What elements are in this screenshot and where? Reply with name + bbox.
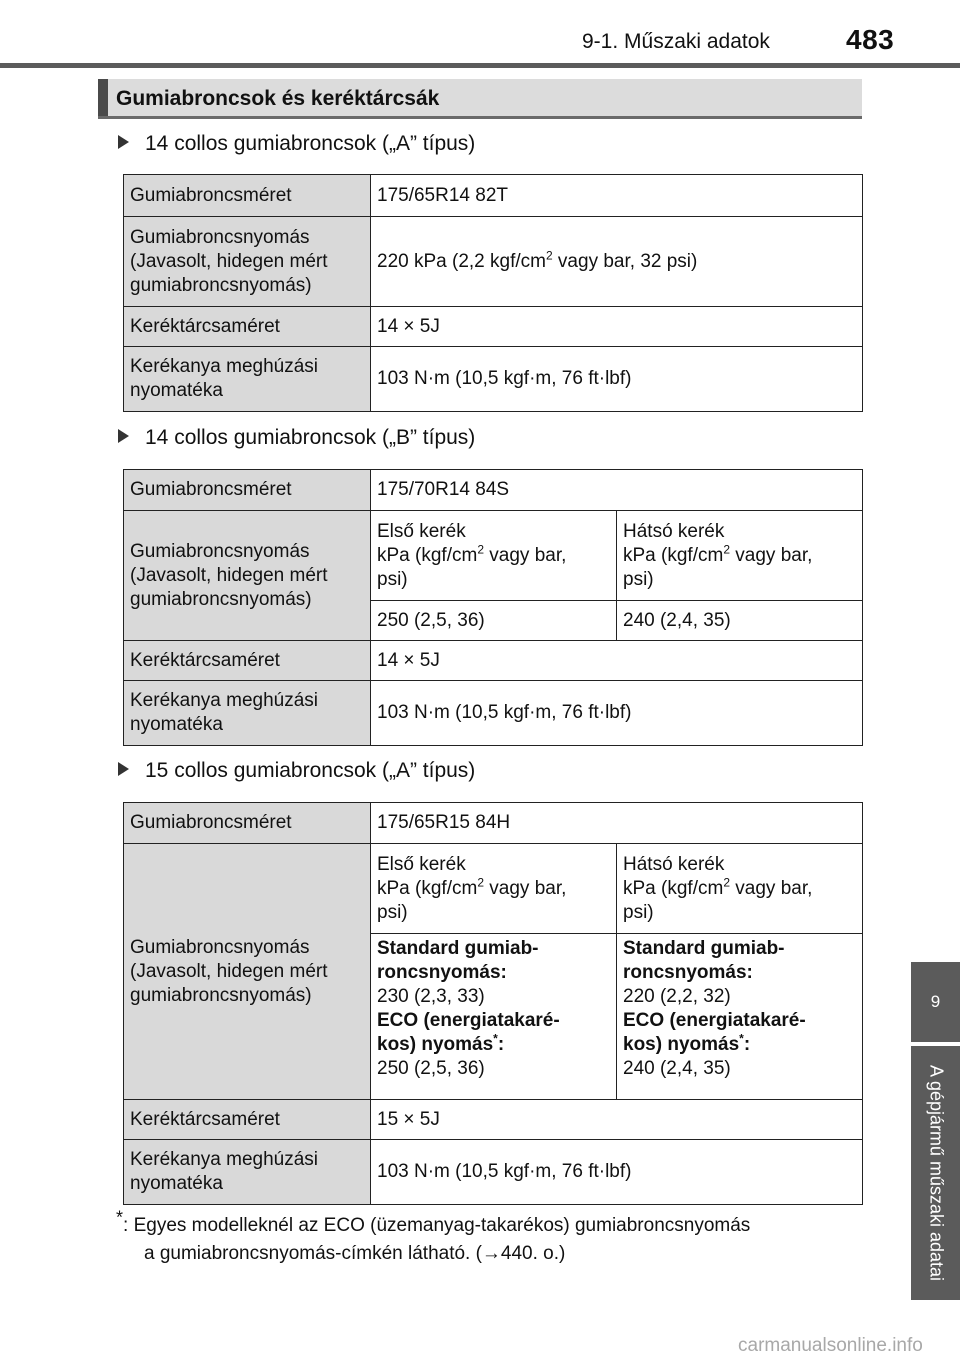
tire-size-value: 175/70R14 84S: [371, 470, 863, 511]
rear-wheel-header: Hátsó kerék kPa ($kgf/cm^2$ vagy bar, psi): [617, 844, 863, 934]
pressure-value: 220 kPa (2,2 kgf/$cm^2$ vagy bar, 32 psi): [371, 217, 863, 307]
footnote: [116, 1207, 860, 1268]
torque-label: Kerékanya meghúzási nyomatéka: [124, 1140, 371, 1205]
subheading-14b: [118, 426, 475, 450]
table-row: [124, 1140, 863, 1205]
watermark: carmanualsonline.info: [738, 1335, 923, 1356]
rim-size-label: Keréktárcsaméret: [124, 1100, 371, 1140]
table-row: [124, 307, 863, 347]
pressure-label: Gumiabroncsnyomás (Javasolt, hidegen mért gumiabroncsnyomás): [124, 217, 371, 307]
rear-pressure-value: 240 (2,4, 35): [617, 601, 863, 641]
rim-size-label: Keréktárcsaméret: [124, 641, 371, 681]
section-title: Gumiabroncsok és keréktárcsák: [116, 87, 440, 110]
tire-table-15a: [123, 802, 863, 1205]
front-pressure-value: Standard gumiab- roncsnyomás: 230 (2,3, 33) ECO (energiatakaré- kos) nyomás*: 250 (2,5, 36): [371, 934, 617, 1100]
rim-size-value: 14 × 5J: [371, 641, 863, 681]
table-row: [124, 217, 863, 307]
section-accent: [98, 79, 108, 116]
torque-value: 103 N·m (10,5 kgf·m, 76 ft·lbf): [371, 347, 863, 412]
torque-value: 103 N·m (10,5 kgf·m, 76 ft·lbf): [371, 1140, 863, 1205]
rear-wheel-header: Hátsó kerék kPa ($kgf/cm^2$ vagy bar, psi): [617, 511, 863, 601]
section-header: 9-1. Műszaki adatok: [582, 30, 770, 53]
table-row: [124, 347, 863, 412]
tire-table-14a: [123, 174, 863, 412]
footnote-star: *: [116, 1207, 124, 1228]
rear-pressure-value: Standard gumiab- roncsnyomás: 220 (2,2, 32) ECO (energiatakaré- kos) nyomás*: 240 (2,4, 35): [617, 934, 863, 1100]
table-row: [124, 511, 863, 601]
front-pressure-value: 250 (2,5, 36): [371, 601, 617, 641]
subheading-text: 15 collos gumiabroncsok („A” típus): [145, 759, 476, 782]
tire-size-label: Gumiabroncsméret: [124, 175, 371, 217]
table-row: [124, 844, 863, 934]
torque-label: Kerékanya meghúzási nyomatéka: [124, 347, 371, 412]
subheading-text: 14 collos gumiabroncsok („B” típus): [145, 426, 476, 449]
page-number: 483: [846, 24, 895, 55]
table-row: [124, 641, 863, 681]
tire-table-14b: [123, 469, 863, 746]
rim-size-value: 14 × 5J: [371, 307, 863, 347]
tire-size-label: Gumiabroncsméret: [124, 470, 371, 511]
subheading-14a: [118, 132, 475, 156]
header-rule: [0, 63, 960, 68]
pressure-label: Gumiabroncsnyomás (Javasolt, hidegen mért gumiabroncsnyomás): [124, 844, 371, 1100]
table-row: [124, 175, 863, 217]
triangle-bullet-icon: [118, 762, 129, 776]
rim-size-label: Keréktárcsaméret: [124, 307, 371, 347]
chapter-tab: [911, 1046, 960, 1300]
section-title-bar: [98, 79, 862, 119]
table-row: [124, 681, 863, 746]
tire-size-label: Gumiabroncsméret: [124, 803, 371, 844]
subheading-15a: [118, 759, 475, 783]
chapter-tab-number: 9: [911, 962, 960, 1042]
front-wheel-header: Első kerék kPa ($kgf/cm^2$ vagy bar, psi): [371, 511, 617, 601]
pressure-label: Gumiabroncsnyomás (Javasolt, hidegen mért gumiabroncsnyomás): [124, 511, 371, 641]
triangle-bullet-icon: [118, 429, 129, 443]
rim-size-value: 15 × 5J: [371, 1100, 863, 1140]
front-wheel-header: Első kerék kPa ($kgf/cm^2$ vagy bar, psi): [371, 844, 617, 934]
torque-label: Kerékanya meghúzási nyomatéka: [124, 681, 371, 746]
table-row: [124, 470, 863, 511]
table-row: [124, 1100, 863, 1140]
footnote-line-2: a gumiabroncsnyomás-címkén látható. (→440. o.): [144, 1243, 566, 1264]
table-row: [124, 803, 863, 844]
torque-value: 103 N·m (10,5 kgf·m, 76 ft·lbf): [371, 681, 863, 746]
tire-size-value: 175/65R14 82T: [371, 175, 863, 217]
tire-size-value: 175/65R15 84H: [371, 803, 863, 844]
chapter-tab-label: A gépjármű műszaki adatai: [926, 1064, 946, 1282]
subheading-text: 14 collos gumiabroncsok („A” típus): [145, 132, 476, 155]
footnote-line-1: : Egyes modelleknél az ECO (üzemanyag-takarékos) gumiabroncsnyomás: [123, 1215, 751, 1236]
triangle-bullet-icon: [118, 135, 129, 149]
